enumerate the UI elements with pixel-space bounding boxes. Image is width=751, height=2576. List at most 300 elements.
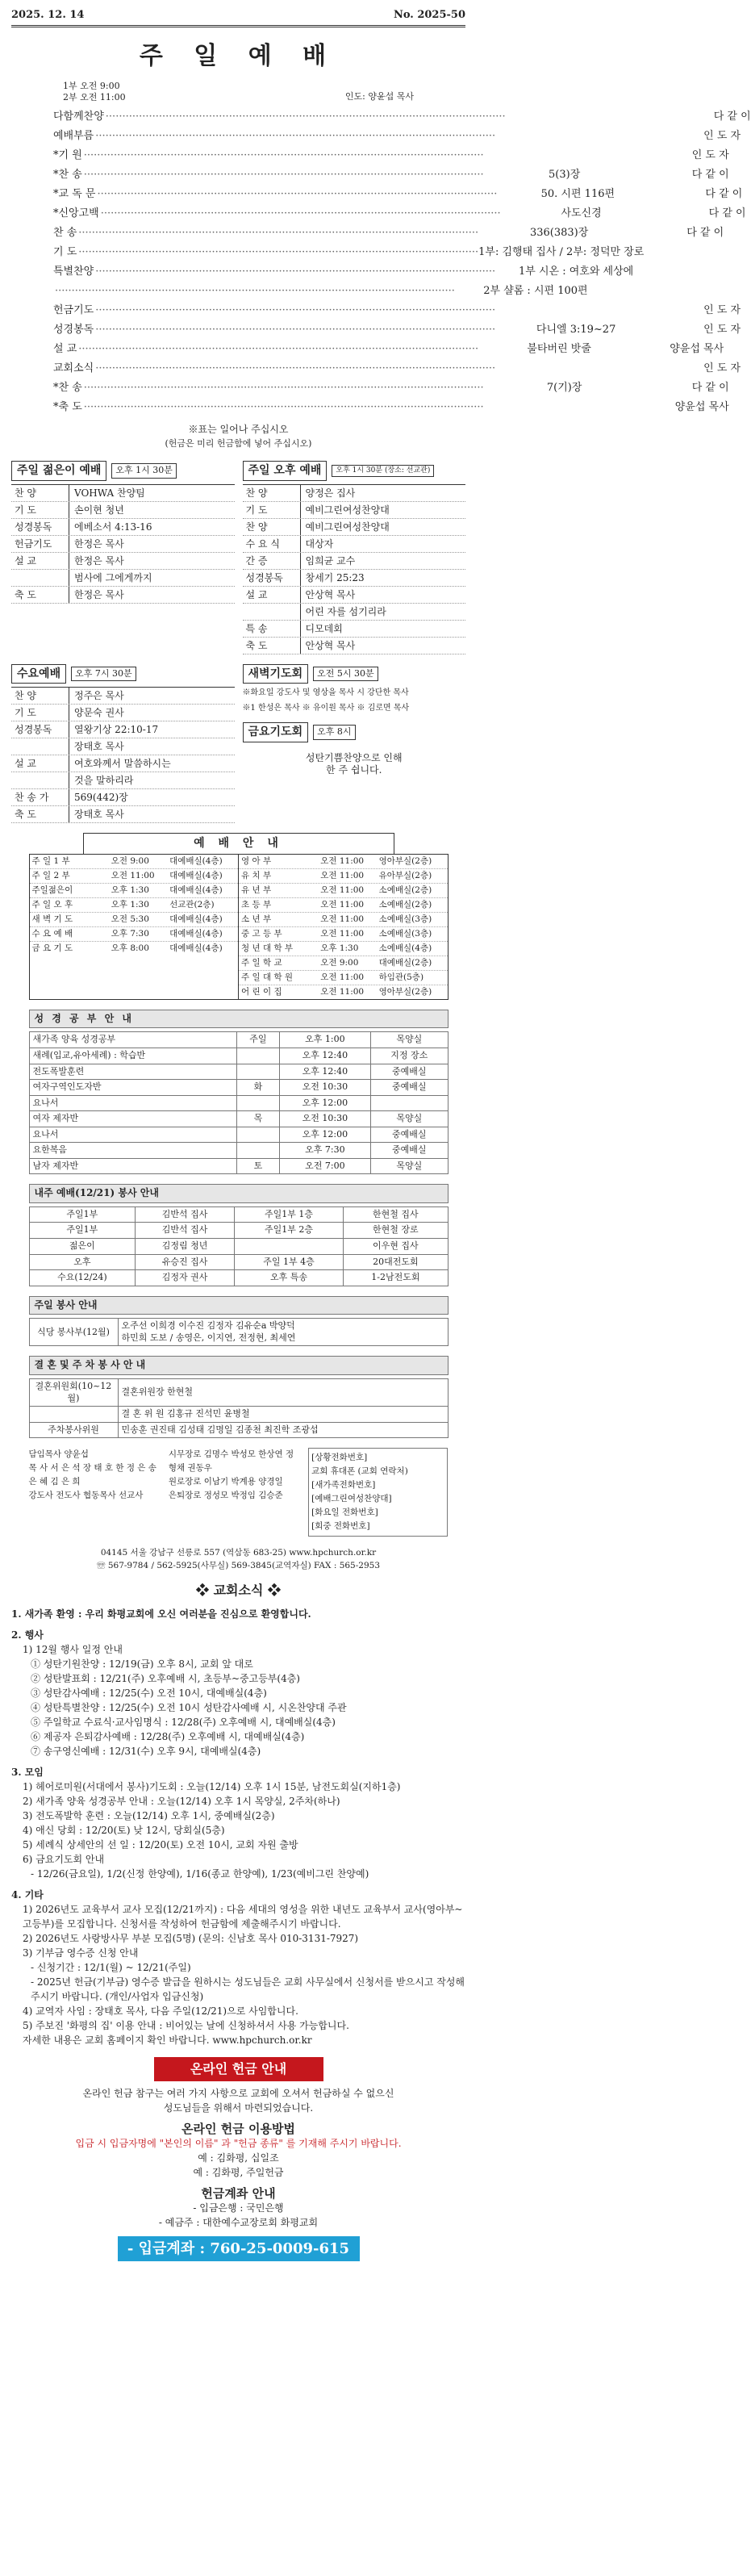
role-label: 간 증 (243, 553, 301, 569)
schedule-name: 영 아 부 (241, 855, 272, 866)
schedule-time: 오전 5:30 (111, 914, 149, 924)
schedule-row (30, 927, 239, 942)
schedule-place: 소예배실(4층) (378, 943, 432, 953)
service-duty-title: 주일 봉사 안내 (29, 1296, 449, 1315)
schedule-place: 소예배실(2층) (378, 884, 432, 895)
role-row (11, 789, 235, 806)
study-row (29, 1048, 448, 1064)
account-title: 헌금계좌 안내 (201, 2185, 276, 2201)
study-title: 성 경 공 부 안 내 (29, 1010, 449, 1029)
wedding-parking (29, 1356, 449, 1438)
duty-cell: 주일1부 (29, 1206, 136, 1223)
order-person: 다 같 이 (686, 227, 724, 240)
service-duty-line-1: 오주선 이희경 이수진 김정자 김유순a 박양덕 (121, 1320, 295, 1332)
role-row (11, 772, 235, 789)
worship-order (53, 107, 751, 417)
order-item: 불타버린 밧줄 (527, 343, 591, 356)
staff-col-3 (308, 1448, 448, 1537)
news-item: 1) 12월 행사 일정 안내 (23, 1644, 123, 1656)
order-dots: ························································································································ (95, 324, 496, 337)
role-label: 축 도 (11, 587, 69, 603)
schedule-place: 소예배실(3층) (378, 914, 432, 924)
afternoon-service (243, 458, 466, 654)
role-row (11, 721, 235, 738)
staff-line: [예배그린여성찬양대] (311, 1494, 392, 1504)
study-name: 새가족 양육 성경공부 (29, 1032, 237, 1048)
role-label: 설 교 (11, 553, 69, 569)
service-duty-line-2: 하민희 도보 / 송영은, 이지연, 전정현, 최세연 (121, 1332, 296, 1343)
order-label: 설 교 (53, 343, 77, 356)
study-day (237, 1143, 279, 1159)
offering-note: (헌금은 미리 헌금함에 넣어 주십시오) (165, 438, 312, 450)
role-label (11, 738, 69, 755)
role-row (243, 638, 466, 654)
duty-cell: 김정림 청년 (136, 1238, 235, 1254)
study-day: 화 (237, 1080, 279, 1096)
order-person: 인 도 자 (691, 149, 729, 162)
duty-cell: 한현철 집사 (344, 1206, 448, 1223)
news-item: ② 성탄발표회 : 12/21(주) 오후예배 시, 초등부~중고등부(4층) (31, 1673, 300, 1685)
order-row (53, 185, 743, 204)
account-number: - 입금계좌 : 760-25-0009-615 (118, 2236, 360, 2262)
role-label (11, 570, 69, 586)
afternoon-title: 주일 오후 예배 (243, 461, 328, 480)
study-row (29, 1143, 448, 1159)
duty-cell: 한현철 장로 (344, 1223, 448, 1239)
news-item: 3) 기부금 영수증 신청 안내 (23, 1947, 139, 1959)
wedding-table (29, 1378, 449, 1438)
schedule-time: 오전 11:00 (111, 870, 155, 880)
news-item: ⑦ 송구영신예배 : 12/31(수) 오후 9시, 대예배실(4층) (31, 1746, 261, 1758)
schedule-place: 대예배실(4층) (169, 943, 223, 953)
study-row (29, 1158, 448, 1174)
duty-cell: 이우현 집사 (344, 1238, 448, 1254)
order-item: 1부: 김행태 집사 / 2부: 정덕만 장로 (478, 246, 645, 259)
role-value: 장태호 목사 (74, 741, 124, 753)
role-value: 양문숙 권사 (74, 707, 124, 719)
account-holder: - 예금주 : 대한예수교장로회 화평교회 (158, 2216, 319, 2228)
order-row (53, 165, 729, 185)
online-text-1: 온라인 헌금 참구는 여러 가지 사항으로 교회에 오셔서 헌금하실 수 없으신 (82, 2087, 394, 2099)
page-title: 주 일 예 배 (139, 42, 338, 71)
duty-row (29, 1206, 448, 1223)
schedule-row (30, 898, 239, 913)
study-time: 오전 7:00 (279, 1158, 370, 1174)
order-dots: ························································································································ (83, 382, 484, 395)
account-bank: - 입금은행 : 국민은행 (193, 2202, 284, 2214)
duty-cell: 주일1부 (29, 1223, 136, 1239)
schedule-place: 소예배실(3층) (378, 928, 432, 939)
role-row (11, 519, 235, 536)
role-value: 569(442)장 (74, 792, 128, 804)
schedule-row (30, 869, 239, 884)
order-label: 예배부름 (53, 130, 94, 143)
duty-cell: 오후 (29, 1254, 136, 1270)
role-value: 예비그린여성찬양대 (305, 504, 390, 516)
study-place: 목양실 (371, 1032, 448, 1048)
role-value: 임희균 교수 (305, 554, 356, 567)
schedule-row (30, 855, 239, 869)
staff-col-1 (29, 1448, 162, 1537)
role-value: 디모데회 (305, 622, 343, 634)
news-title: ❖ 교회소식 ❖ (196, 1583, 281, 1599)
role-label: 성경봉독 (11, 721, 69, 738)
role-value: 안상혁 목사 (305, 588, 356, 600)
study-row (29, 1080, 448, 1096)
order-dots: ························································································································ (95, 304, 496, 317)
order-item: 7(기)장 (546, 382, 582, 395)
schedule-left (30, 855, 239, 999)
staff-line: [상황전화번호] (311, 1453, 368, 1463)
order-dots: ························································································································ (83, 169, 484, 182)
order-row (53, 398, 729, 417)
online-example-2: 예 : 김화평, 주일헌금 (193, 2166, 284, 2178)
dawn-friday (243, 661, 466, 823)
schedule-name: 새 벽 기 도 (31, 914, 73, 924)
staff-line: 시무장로 김명수 박성모 한상연 정형채 권동우 (168, 1449, 294, 1474)
afternoon-time: 오후 1시 30분 (장소: 선교관) (332, 465, 434, 478)
news-item: ⑥ 제공자 은퇴감사예배 : 12/28(주) 오후예배 시, 대예배실(4층) (31, 1731, 305, 1743)
role-label: 수 요 식 (243, 536, 301, 552)
wedding-cell: 결 혼 위 원 김홍규 진석민 윤병철 (118, 1407, 448, 1423)
schedule-name: 수 요 예 배 (31, 928, 73, 939)
order-person: 다 같 이 (708, 207, 746, 220)
order-label: 찬 송 (53, 227, 77, 240)
order-label: 헌금기도 (53, 304, 94, 317)
staff-line: 강도사 전도사 협동목사 선교사 (28, 1491, 144, 1501)
order-person: 다 같 이 (705, 188, 743, 201)
role-value: 정주은 목사 (74, 690, 124, 702)
news-item: 4) 애신 당회 : 12/20(토) 낮 12시, 당회실(5층) (23, 1825, 225, 1837)
study-time: 오후 7:30 (279, 1143, 370, 1159)
news-item: 5) 주보진 '화평의 집' 이용 안내 : 비어있는 날에 신청하셔서 사용 가능합니다. (23, 2020, 349, 2032)
role-label: 찬 양 (243, 519, 301, 535)
bulletin-number: No. 2025-50 (393, 9, 465, 21)
schedule-time: 오전 9:00 (320, 957, 359, 968)
youth-time: 오후 1시 30분 (111, 463, 177, 479)
news-item: - 신청기간 : 12/1(월) ~ 12/21(주일) (31, 1962, 191, 1974)
schedule-name: 주일젊은이 (31, 884, 73, 895)
service-duty (29, 1296, 449, 1347)
duty-cell: 주일1부 2층 (234, 1223, 343, 1239)
schedule-place: 영아부실(2층) (378, 986, 432, 997)
wedding-row (29, 1407, 448, 1423)
staff-line: 원로장로 이남기 박계용 양경일 (168, 1477, 283, 1487)
schedule-time: 오후 1:30 (111, 884, 149, 895)
order-row (53, 146, 729, 165)
study-place: 중예배실 (371, 1127, 448, 1143)
news-item: 2) 2026년도 사랑방사무 부분 모집(5명) (문의: 신남호 목사 010-3131-7927) (23, 1933, 359, 1945)
bulletin-date: 2025. 12. 14 (11, 9, 85, 21)
order-dots: ························································································································ (78, 343, 479, 356)
wedding-title: 결 혼 및 주 차 봉 사 안 내 (29, 1356, 449, 1375)
study-day: 주일 (237, 1032, 279, 1048)
schedule-name: 중 고 등 부 (241, 928, 282, 939)
schedule-place: 대예배실(4층) (169, 914, 223, 924)
order-row (53, 107, 751, 127)
study-time: 오후 12:00 (279, 1095, 370, 1111)
staff-list (29, 1448, 449, 1537)
schedule-time: 오전 11:00 (320, 899, 365, 910)
role-row (11, 755, 235, 772)
order-label: *축 도 (53, 401, 82, 414)
phone-line: ☏ 567-9784 / 562-5925(사무실) 569-3845(교역자실) FAX : 565-2953 (97, 1561, 380, 1571)
staff-line: 담임목사 양윤섭 (28, 1449, 89, 1460)
schedule-name: 초 등 부 (241, 899, 272, 910)
schedule-time: 오후 8:00 (111, 943, 149, 953)
wedding-row (29, 1379, 448, 1407)
staff-line: [화요일 전화번호] (311, 1508, 378, 1518)
role-row (11, 536, 235, 553)
study-place: 중예배실 (371, 1080, 448, 1096)
schedule-name: 주 일 대 학 원 (241, 972, 294, 982)
order-dots: ························································································································ (100, 207, 501, 220)
order-row (53, 282, 588, 301)
order-label: *찬 송 (53, 382, 82, 395)
staff-line: [새가족전화번호] (311, 1480, 376, 1491)
schedule-time: 오전 11:00 (320, 972, 365, 982)
role-row (11, 587, 235, 604)
duty-cell: 오후 특송 (234, 1270, 343, 1286)
role-label: 찬 양 (11, 485, 69, 501)
friday-text-2: 한 주 쉽니다. (326, 764, 382, 776)
study-place: 중예배실 (371, 1064, 448, 1080)
schedule-row (239, 884, 448, 898)
schedule-row (30, 942, 239, 956)
role-value: 안상혁 목사 (305, 639, 356, 651)
schedule-time: 오전 9:00 (111, 855, 149, 866)
schedule-place: 소예배실(2층) (378, 899, 432, 910)
order-dots: ························································································································ (83, 149, 484, 162)
duty-row (29, 1223, 448, 1239)
role-row (11, 502, 235, 519)
study-time: 오전 10:30 (279, 1111, 370, 1127)
study-name: 여자 제자반 (29, 1111, 237, 1127)
wednesday-table (11, 687, 235, 823)
schedule-name: 유 년 부 (241, 884, 272, 895)
wednesday-time: 오후 7시 30분 (71, 667, 136, 682)
staff-line: [회중 전화번호] (311, 1521, 370, 1532)
study-day (237, 1127, 279, 1143)
schedule-place: 하임관(5층) (378, 972, 424, 982)
role-value: 한정은 목사 (74, 537, 124, 550)
news-item: 6) 금요기도회 안내 (23, 1854, 105, 1866)
order-dots: ························································································································ (95, 130, 496, 143)
online-use-title: 온라인 헌금 이용방법 (181, 2121, 295, 2136)
study-day (237, 1048, 279, 1064)
study-day: 토 (237, 1158, 279, 1174)
news-heading: 1. 새가족 환영 : 우리 화평교회에 오신 여러분을 진심으로 환영합니다. (11, 1608, 311, 1620)
role-label: 찬 양 (11, 688, 69, 704)
order-person: 인 도 자 (703, 362, 741, 375)
news-item: 3) 전도폭발학 훈련 : 오늘(12/14) 오후 1시, 중예배실(2층) (23, 1810, 275, 1822)
schedule-row (239, 855, 448, 869)
schedule-name: 주 일 오 후 (31, 899, 73, 910)
order-person: 양윤섭 목사 (670, 343, 724, 356)
schedule-name: 어 린 이 집 (241, 986, 282, 997)
staff-line: 은퇴장로 정성모 박정임 김승준 (168, 1491, 283, 1501)
order-person: 다 같 이 (691, 169, 729, 182)
study-place: 지정 장소 (371, 1048, 448, 1064)
order-person: 다 같 이 (713, 111, 751, 123)
duty-cell: 주일 1부 4층 (234, 1254, 343, 1270)
order-row (53, 301, 741, 320)
order-label: 교회소식 (53, 362, 94, 375)
schedule-time: 오전 11:00 (320, 986, 365, 997)
duty-cell: 김반석 집사 (136, 1206, 235, 1223)
order-row (53, 262, 634, 282)
order-label: *신앙고백 (53, 207, 99, 220)
schedule-time: 오전 11:00 (320, 884, 365, 895)
role-value: 예비그린여성찬양대 (305, 521, 390, 533)
next-duty (29, 1184, 449, 1286)
service-times (11, 81, 465, 103)
role-label: 기 도 (11, 705, 69, 721)
role-value: 손이현 청년 (74, 504, 124, 516)
duty-cell (234, 1238, 343, 1254)
news-item: 1) 헤어로미원(서대에서 봉사)기도회 : 오늘(12/14) 오후 1시 15분, 남전도회실(지하1층) (23, 1781, 401, 1793)
news-heading: 4. 기타 (11, 1889, 44, 1901)
role-row (11, 738, 235, 755)
duty-row (29, 1270, 448, 1286)
role-row (243, 519, 466, 536)
order-dots: ························································································································ (78, 227, 479, 240)
friday-title: 금요기도회 (243, 722, 309, 742)
role-row (11, 806, 235, 823)
order-row (53, 359, 741, 378)
schedule-name: 유 치 부 (241, 870, 272, 880)
news-item: 자세한 내용은 교회 홈페이지 확인 바랍니다. www.hpchurch.or.kr (23, 2034, 312, 2047)
order-dots: ························································································································ (105, 111, 506, 123)
role-row (243, 502, 466, 519)
news-item: 4) 교역자 사임 : 장태호 목사, 다음 주일(12/21)으로 사임합니다. (23, 2005, 298, 2018)
dawn-note-2: ※1 한성은 목사 ※ 유이원 목사 ※ 김로면 목사 (242, 704, 410, 713)
study-name: 남자 제자반 (29, 1158, 237, 1174)
wedding-cell: 민송훈 권진태 김성태 김명일 김종천 최진학 조광섭 (118, 1422, 448, 1438)
address-line: 04145 서울 강남구 선릉로 557 (역삼동 683-25) www.hpchurch.or.kr (100, 1548, 377, 1558)
news-item: 2) 새가족 양육 성경공부 안내 : 오늘(12/14) 오후 1시 목양실, 2주차(하나) (23, 1796, 340, 1808)
role-value: 열왕기상 22:10-17 (74, 724, 159, 736)
order-item: 1부 시온 : 여호와 세상에 (519, 266, 634, 278)
role-value: 양정은 집사 (305, 487, 356, 499)
order-item: 사도신경 (561, 207, 602, 220)
schedule-place: 영아부실(2층) (378, 855, 432, 866)
schedule-place: 대예배실(2층) (378, 957, 432, 968)
role-row (243, 604, 466, 621)
schedule-place: 선교관(2층) (169, 899, 215, 910)
order-label: *찬 송 (53, 169, 82, 182)
dawn-note-1: ※화요일 강도사 및 영상을 목사 시 강단한 목사 (242, 688, 409, 698)
duty-cell: 김정자 권사 (136, 1270, 235, 1286)
order-person: 인 도 자 (703, 324, 741, 337)
study-place: 목양실 (371, 1158, 448, 1174)
news-item: - 12/26(금요일), 1/2(신정 한양예), 1/16(종교 한양예), 1/23(예비그린 찬양예) (31, 1868, 369, 1880)
role-row (11, 688, 235, 705)
schedule-name: 주 일 2 부 (31, 870, 70, 880)
dawn-title: 새벽기도회 (243, 664, 309, 684)
duty-cell: 1-2남전도회 (344, 1270, 448, 1286)
order-row (53, 378, 729, 398)
order-row (53, 127, 741, 146)
order-person: 인 도 자 (703, 304, 741, 317)
role-row (11, 485, 235, 502)
duty-row (29, 1254, 448, 1270)
role-value: 범사에 그에게까지 (74, 571, 152, 583)
duty-table (29, 1206, 449, 1286)
study-name: 요나서 (29, 1095, 237, 1111)
role-label: 찬 송 가 (11, 789, 69, 805)
service-time-1: 1부 오전 9:00 (63, 80, 120, 91)
role-row (11, 570, 235, 587)
duty-cell: 20대전도회 (344, 1254, 448, 1270)
staff-col-2 (169, 1448, 302, 1537)
study-row (29, 1032, 448, 1048)
duty-cell: 김반석 집사 (136, 1223, 235, 1239)
duty-title: 내주 예배(12/21) 봉사 안내 (29, 1184, 449, 1203)
role-row (243, 485, 466, 502)
news-heading: 3. 모임 (11, 1767, 44, 1779)
order-label: *기 원 (53, 149, 82, 162)
bible-study (29, 1010, 449, 1174)
study-name: 새례(입교,유아세례) : 학습반 (29, 1048, 237, 1064)
order-row (53, 224, 724, 243)
news-heading: 2. 행사 (11, 1629, 44, 1641)
role-row (243, 621, 466, 638)
friday-text-1: 성탄기쁨찬양으로 인해 (305, 751, 403, 763)
study-place (371, 1095, 448, 1111)
staff-line: 목 사 서 은 석 장 태 호 한 정 은 송 은 혜 김 은 희 (28, 1463, 156, 1487)
role-label: 설 교 (11, 755, 69, 772)
duty-cell: 유승진 집사 (136, 1254, 235, 1270)
order-dots: ························································································································ (83, 401, 484, 414)
duty-cell: 수요(12/24) (29, 1270, 136, 1286)
online-text-2: 성도님들을 위해서 마련되었습니다. (163, 2101, 314, 2114)
schedule-time: 오전 11:00 (320, 855, 365, 866)
duty-cell: 젊은이 (29, 1238, 136, 1254)
schedule-name: 주 일 1 부 (31, 855, 70, 866)
order-row (53, 204, 746, 224)
role-row (243, 536, 466, 553)
bulletin-header (11, 8, 465, 27)
order-label: 특별찬양 (53, 266, 94, 278)
role-value: 것을 말하리라 (74, 775, 134, 787)
schedule-row (239, 898, 448, 913)
study-name: 전도폭발훈련 (29, 1064, 237, 1080)
schedule-time: 오전 11:00 (320, 928, 365, 939)
schedule-row (30, 884, 239, 898)
order-dots: ························································································································ (95, 266, 496, 278)
news-item: 1) 2026년도 교육부서 교사 모집(12/21까지) : 다음 세대의 영성을 위한 내년도 교육부서 교사(영아부~고등부)를 모집합니다. 신청서를 작성하여 헌금함에 제출해주시기 바랍니다. (23, 1904, 463, 1930)
church-address (11, 1546, 465, 1572)
schedule-row (239, 985, 448, 999)
news-item: - 2025년 헌금(기부금) 영수증 발급을 원하시는 성도님들은 교회 사무실에서 신청서를 받으시고 작성해 주시기 바랍니다. (개인/사업자 입금신청) (31, 1976, 465, 2003)
wedding-cell: 결혼위원장 한현철 (118, 1379, 448, 1407)
role-label: 성경봉독 (11, 519, 69, 535)
schedule-place: 대예배실(4층) (169, 928, 223, 939)
order-item: 2부 샬롬 : 시편 100편 (483, 285, 588, 298)
order-row (53, 340, 724, 359)
study-time: 오전 10:30 (279, 1080, 370, 1096)
role-row (243, 570, 466, 587)
schedule-row (239, 956, 448, 971)
role-value: 여호와께서 말씀하시는 (74, 758, 171, 770)
role-row (243, 587, 466, 604)
news-item: 5) 세례식 상세안의 선 일 : 12/20(토) 오전 10시, 교회 자원 출방 (23, 1839, 298, 1851)
order-dots: ························································································································ (97, 188, 498, 201)
afternoon-table (243, 484, 466, 654)
service-duty-label: 식당 봉사부(12월) (29, 1319, 118, 1346)
study-time: 오후 12:40 (279, 1064, 370, 1080)
